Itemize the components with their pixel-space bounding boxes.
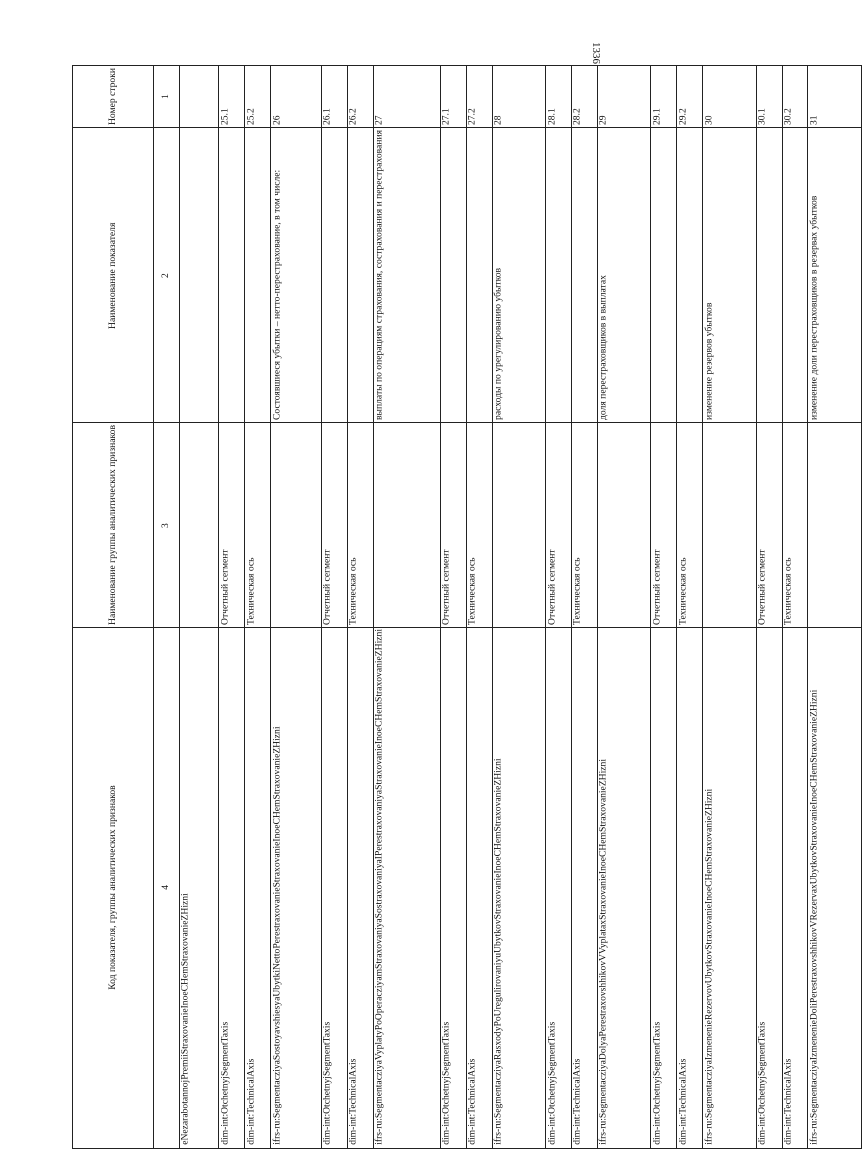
table-cell: 26.1 xyxy=(321,66,347,128)
table-column-code xyxy=(73,627,862,1148)
table-cell: dim-int:OtchetnyjSegmentTaxis xyxy=(651,627,677,1148)
table-cell: 28.2 xyxy=(571,66,597,128)
table-cell: Техническая ось xyxy=(571,423,597,628)
table-cell: dim-int:TechnicalAxis xyxy=(347,627,373,1148)
table-cell: расходы по урегулированию убытков xyxy=(492,128,545,423)
column-header: Наименование группы аналитических признаков xyxy=(73,423,154,628)
table-cell: Отчетный сегмент xyxy=(440,423,466,628)
table-cell xyxy=(271,423,322,628)
table-cell xyxy=(179,66,219,128)
table-cell xyxy=(597,423,650,628)
table-cell: 30 xyxy=(703,66,756,128)
table-cell: Техническая ось xyxy=(782,423,808,628)
table-cell xyxy=(466,128,492,423)
table-cell: 29.2 xyxy=(677,66,703,128)
table-cell: 27.2 xyxy=(466,66,492,128)
column-number: 4 xyxy=(153,627,179,1148)
table-cell: dim-int:TechnicalAxis xyxy=(466,627,492,1148)
table-cell: ifrs-ru:SegmentacziyaVyplatyPoOperacziyamStraxovaniyaSostraxovaniyaIPerestraxovaniyaStraxovanieInoeCHemStraxovanieZHizni xyxy=(373,627,440,1148)
table-cell xyxy=(756,128,782,423)
table-cell: 30.2 xyxy=(782,66,808,128)
table-cell: dim-int:TechnicalAxis xyxy=(245,627,271,1148)
rotated-page xyxy=(72,65,820,1146)
column-number: 1 xyxy=(153,66,179,128)
table-cell: Отчетный сегмент xyxy=(219,423,245,628)
table-cell: Состоявшиеся убытки – нетто-перестрахование, в том числе: xyxy=(271,128,322,423)
table-cell xyxy=(245,128,271,423)
table-cell: ifrs-ru:SegmentacziyaRasxodyPoUregulirovaniyuUbytkovStraxovanieInoeCHemStraxovanieZHizni xyxy=(492,627,545,1148)
table-cell: dim-int:OtchetnyjSegmentTaxis xyxy=(440,627,466,1148)
table-cell xyxy=(492,423,545,628)
indicator-table xyxy=(72,65,862,1149)
table-cell xyxy=(321,128,347,423)
table-cell: Техническая ось xyxy=(677,423,703,628)
table-column-group xyxy=(73,423,862,628)
table-cell: Отчетный сегмент xyxy=(651,423,677,628)
table-cell: Техническая ось xyxy=(466,423,492,628)
table-cell xyxy=(179,128,219,423)
table-cell xyxy=(677,128,703,423)
table-cell: 29 xyxy=(597,66,650,128)
column-header: Наименование показателя xyxy=(73,128,154,423)
table-cell: ifrs-ru:SegmentacziyaIzmenenieRezervovUbytkovStraxovanieInoeCHemStraxovanieZHizni xyxy=(703,627,756,1148)
table-cell: 26 xyxy=(271,66,322,128)
table-cell: Техническая ось xyxy=(245,423,271,628)
table-cell: dim-int:OtchetnyjSegmentTaxis xyxy=(321,627,347,1148)
table-cell: 28.1 xyxy=(546,66,572,128)
table-cell: 27 xyxy=(373,66,440,128)
table-cell: 27.1 xyxy=(440,66,466,128)
table-cell: выплаты по операциям страхования, сострахования и перестрахования xyxy=(373,128,440,423)
table-cell xyxy=(219,128,245,423)
table-cell: 25.2 xyxy=(245,66,271,128)
table-cell xyxy=(571,128,597,423)
table-cell: 26.2 xyxy=(347,66,373,128)
table-cell: 31 xyxy=(808,66,862,128)
column-header: Код показателя, группы аналитических признаков xyxy=(73,627,154,1148)
table-cell xyxy=(808,423,862,628)
table-cell: ifrs-ru:SegmentacziyaSostoyavshiesyaUbytkiNettoPerestraxovanieStraxovanieInoeCHemStraxovanieZHizni xyxy=(271,627,322,1148)
table-cell: ifrs-ru:SegmentacziyaIzmenenieDoliPerestraxovshhikovVRezervaxUbytkovStraxovanieInoeCHemStraxovanieZHizni xyxy=(808,627,862,1148)
page-number: 1336 xyxy=(590,42,602,64)
table-cell: dim-int:TechnicalAxis xyxy=(571,627,597,1148)
column-number: 3 xyxy=(153,423,179,628)
table-cell xyxy=(440,128,466,423)
table-cell: eNezarabotannojPremiiStraxovanieInoeCHemStraxovanieZHizni xyxy=(179,627,219,1148)
table-cell xyxy=(782,128,808,423)
table-cell: dim-int:TechnicalAxis xyxy=(782,627,808,1148)
table-cell: Отчетный сегмент xyxy=(546,423,572,628)
table-cell: Отчетный сегмент xyxy=(756,423,782,628)
table-cell xyxy=(347,128,373,423)
table-cell: dim-int:OtchetnyjSegmentTaxis xyxy=(546,627,572,1148)
table-cell xyxy=(373,423,440,628)
table-cell xyxy=(179,423,219,628)
table-cell: 29.1 xyxy=(651,66,677,128)
table-cell: dim-int:OtchetnyjSegmentTaxis xyxy=(219,627,245,1148)
table-cell: Отчетный сегмент xyxy=(321,423,347,628)
table-cell: 30.1 xyxy=(756,66,782,128)
table-cell: dim-int:TechnicalAxis xyxy=(677,627,703,1148)
table-cell: 28 xyxy=(492,66,545,128)
table-cell xyxy=(546,128,572,423)
table-cell: dim-int:OtchetnyjSegmentTaxis xyxy=(756,627,782,1148)
table-cell: изменение доли перестраховщиков в резервах убытков xyxy=(808,128,862,423)
table-column-name xyxy=(73,128,862,423)
table-cell: изменение резервов убытков xyxy=(703,128,756,423)
column-header: Номер строки xyxy=(73,66,154,128)
table-cell xyxy=(651,128,677,423)
table-cell: Техническая ось xyxy=(347,423,373,628)
table-cell: 25.1 xyxy=(219,66,245,128)
table-cell xyxy=(703,423,756,628)
table-cell: ifrs-ru:SegmentacziyaDolyaPerestraxovshhikovVVyplataxStraxovanieInoeCHemStraxovanieZHizni xyxy=(597,627,650,1148)
table-cell: доля перестраховщиков в выплатах xyxy=(597,128,650,423)
column-number: 2 xyxy=(153,128,179,423)
table-column-num xyxy=(73,66,862,128)
